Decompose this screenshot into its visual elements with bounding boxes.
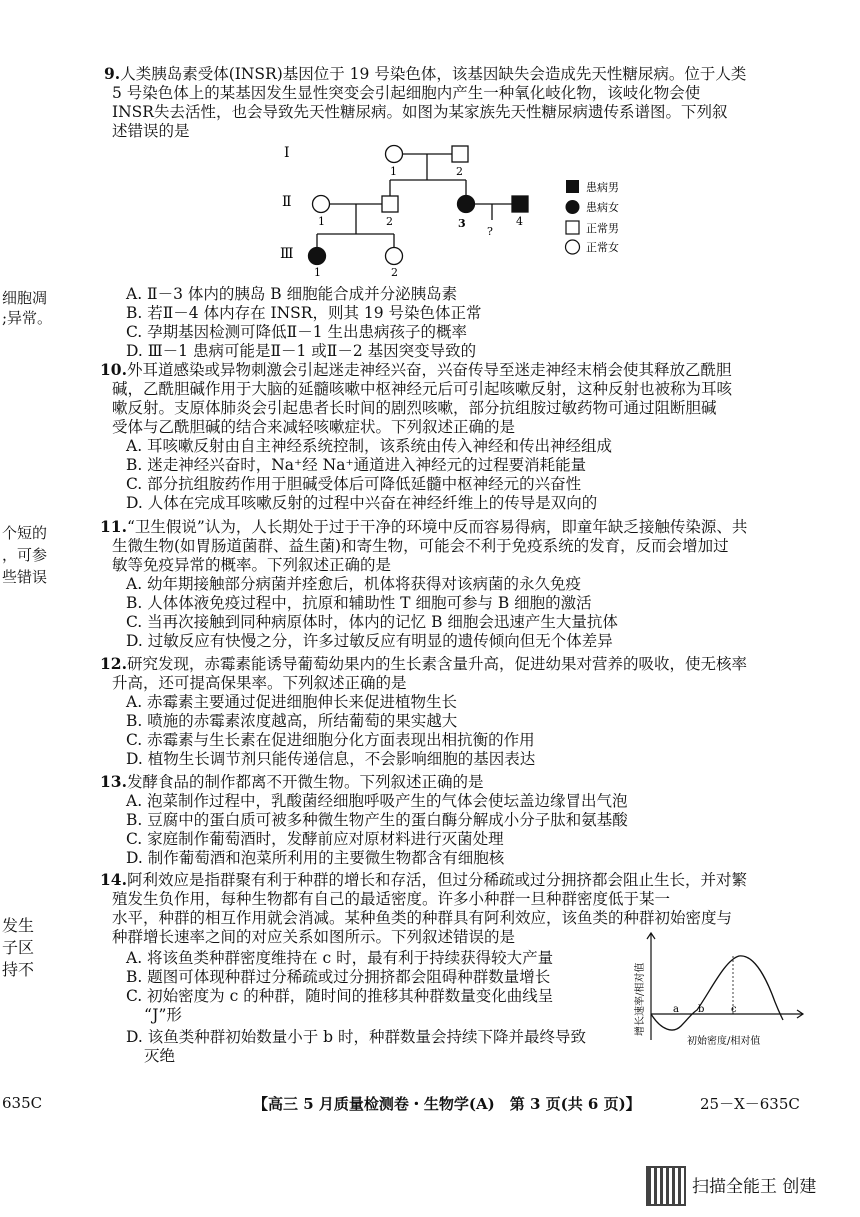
question-stem-line: 阿利效应是指群聚有利于种群的增长和存活，但过分稀疏或过分拥挤都会阻止生长，并对繁 [126,871,747,889]
answer-option[interactable]: C. 赤霉素与生长素在促进细胞分化方面表现出相抗衡的作用 [126,731,535,749]
legend-affected-male-symbol [566,180,579,193]
question-number: 11. [100,517,127,536]
affected-female-symbol [458,196,475,213]
question-stem-line: INSR失去活性，也会导致先天性糖尿病。如图为某家族先天性糖尿病遗传系谱图。下列叙 [112,103,728,121]
margin-text: 个短的 [2,524,48,542]
legend-affected-female-symbol [566,200,580,214]
question-stem-line: 受体与乙酰胆碱的结合来减轻咳嗽症状。下列叙述正确的是 [112,418,516,436]
individual-label: 2 [386,215,393,228]
legend-normal-male-symbol [566,221,579,234]
question-number: 13. [100,772,127,791]
normal-male-symbol [452,146,468,162]
margin-fragment-3 [2,915,34,981]
y-axis-label: 增长速率/相对值 [635,962,646,1036]
margin-text: 持不 [2,960,35,979]
legend-label: 正常男 [586,222,619,235]
unknown-offspring-mark: ? [487,225,493,238]
individual-label: 1 [314,266,321,279]
margin-fragment-2 [2,522,47,588]
answer-option[interactable]: D. 制作葡萄酒和泡菜所利用的主要微生物都含有细胞核 [126,849,505,867]
answer-option[interactable]: B. 若Ⅱ－4 体内存在 INSR，则其 19 号染色体正常 [126,304,482,322]
point-label-c: c [731,1004,737,1015]
generation-label: Ⅰ [284,145,290,161]
pedigree-diagram [270,140,630,280]
question-stem-line: 敏等免疫异常的概率。下列叙述正确的是 [112,556,392,574]
affected-male-symbol [512,196,528,212]
question-11 [100,517,802,651]
legend-label: 患病女 [586,201,619,214]
question-stem-line: 述错误的是 [112,122,190,140]
answer-option[interactable]: A. 幼年期接触部分病菌并痊愈后，机体将获得对该病菌的永久免疫 [126,575,582,593]
answer-option[interactable]: B. 喷施的赤霉素浓度越高，所结葡萄的果实越大 [126,712,458,730]
question-stem-line: 研究发现，赤霉素能诱导葡萄幼果内的生长素含量升高，促进幼果对营养的吸收，使无核率 [126,655,747,673]
affected-female-symbol [309,248,326,265]
question-number: 9. [104,64,121,83]
answer-option[interactable]: A. 赤霉素主要通过促进细胞伸长来促进植物生长 [126,693,458,711]
margin-text: ;异常。 [2,309,53,327]
question-stem-line: 殖发生负作用，每种生物都有自己的最适密度。许多小种群一旦种群密度低于某一 [112,890,671,908]
generation-label: Ⅲ [280,246,294,262]
question-12 [100,654,802,769]
answer-option[interactable]: C. 当再次接触到同种病原体时，体内的记忆 B 细胞会迅速产生大量抗体 [126,613,618,631]
question-13 [100,772,802,868]
generation-label: Ⅱ [282,194,292,210]
question-stem-line: 种群增长速率之间的对应关系如图所示。下列叙述错误的是 [112,928,516,946]
normal-female-symbol [386,146,403,163]
answer-option[interactable]: C. 初始密度为 c 的种群，随时间的推移其种群数量变化曲线呈 [126,987,554,1005]
individual-label: 1 [390,165,397,178]
question-10 [100,360,802,513]
x-axis-label: 初始密度/相对值 [687,1036,761,1047]
answer-option[interactable]: D. 人体在完成耳咳嗽反射的过程中兴奋在神经纤维上的传导是双向的 [126,494,598,512]
question-number: 10. [100,360,127,379]
growth-rate-curve [651,956,783,1030]
margin-text: 子区 [2,938,35,957]
answer-option[interactable]: D. Ⅲ－1 患病可能是Ⅱ－1 或Ⅱ－2 基因突变导致的 [126,342,477,360]
answer-option[interactable]: D. 植物生长调节剂只能传递信息，不会影响细胞的基因表达 [126,750,536,768]
question-stem-line: 升高，还可提高保果率。下列叙述正确的是 [112,674,407,692]
question-stem-line: 外耳道感染或异物刺激会引起迷走神经兴奋，兴奋传导至迷走神经末梢会使其释放乙酰胆 [126,361,732,379]
margin-fragment-4: 635C [2,1094,43,1112]
page-footer: 【高三 5 月质量检测卷・生物学(A) 第 3 页(共 6 页)】 [253,1095,641,1113]
answer-option[interactable]: B. 人体体液免疫过程中，抗原和辅助性 T 细胞可参与 B 细胞的激活 [126,594,592,612]
individual-label: 2 [456,165,463,178]
answer-option[interactable]: B. 题图可体现种群过分稀疏或过分拥挤都会阻碍种群数量增长 [126,968,551,986]
answer-option-continuation: “J”形 [144,1006,182,1024]
individual-label: 2 [391,266,398,279]
normal-male-symbol [382,196,398,212]
margin-text: ，可参 [2,546,48,564]
paper-code: 25－X－635C [700,1095,800,1113]
answer-option-continuation: 灭绝 [144,1047,176,1065]
answer-option[interactable]: A. Ⅱ－3 体内的胰岛 B 细胞能合成并分泌胰岛素 [126,285,458,303]
qr-code-icon [646,1166,686,1206]
question-stem-line: 人类胰岛素受体(INSR)基因位于 19 号染色体，该基因缺失会造成先天性糖尿病。位于人类 [120,65,747,83]
question-stem-line: 生微生物(如胃肠道菌群、益生菌)和寄生物，可能会不利于免疫系统的发育，反而会增加过 [112,537,729,555]
answer-option[interactable]: B. 豆腐中的蛋白质可被多种微生物产生的蛋白酶分解成小分子肽和氨基酸 [126,811,628,829]
answer-option[interactable]: A. 将该鱼类种群密度维持在 c 时，最有利于持续获得较大产量 [126,949,554,967]
answer-option[interactable]: D. 过敏反应有快慢之分，许多过敏反应有明显的遗传倾向但无个体差异 [126,632,613,650]
answer-option[interactable]: B. 迷走神经兴奋时，Na⁺经 Na⁺通道进入神经元的过程要消耗能量 [126,456,587,474]
answer-option[interactable]: D. 该鱼类种群初始数量小于 b 时，种群数量会持续下降并最终导致 [126,1028,587,1046]
answer-option[interactable]: C. 家庭制作葡萄酒时，发酵前应对原材料进行灭菌处理 [126,830,504,848]
point-label-a: a [673,1004,679,1015]
question-stem-line: “卫生假说”认为，人长期处于过于干净的环境中反而容易得病，即童年缺乏接触传染源、共 [126,518,748,536]
answer-option[interactable]: A. 泡菜制作过程中，乳酸菌经细胞呼吸产生的气体会使坛盖边缘冒出气泡 [126,792,628,810]
scanner-watermark: 扫描全能王 创建 [692,1177,817,1197]
legend-label: 患病男 [586,181,619,194]
individual-label: 1 [318,215,325,228]
question-9 [104,64,802,141]
question-stem-line: 碱，乙酰胆碱作用于大脑的延髓咳嗽中枢神经元后可引起咳嗽反射，这种反射也被称为耳咳 [112,380,733,398]
question-stem-line: 5 号染色体上的某基因发生显性突变会引起细胞内产生一种氧化岐化物，该岐化物会使 [112,84,701,102]
question-number: 12. [100,654,127,673]
normal-female-symbol [386,248,403,265]
margin-text: 细胞凋 [2,289,48,307]
margin-text: 发生 [2,916,35,935]
question-stem-line: 水平，种群的相互作用就会消减。某种鱼类的种群具有阿利效应，该鱼类的种群初始密度与 [112,909,733,927]
margin-fragment-1 [2,288,52,328]
answer-option[interactable]: A. 耳咳嗽反射由自主神经系统控制，该系统由传入神经和传出神经组成 [126,437,613,455]
answer-option[interactable]: C. 部分抗组胺药作用于胆碱受体后可降低延髓中枢神经元的兴奋性 [126,475,582,493]
answer-option[interactable]: C. 孕期基因检测可降低Ⅱ－1 生出患病孩子的概率 [126,323,467,341]
margin-text: 些错误 [2,568,48,586]
allee-effect-graph [625,930,815,1060]
legend-label: 正常女 [586,241,619,254]
question-number: 14. [100,870,127,889]
individual-label: 3 [458,217,466,230]
question-9-options [112,285,802,361]
legend-normal-female-symbol [566,240,580,254]
question-stem-line: 嗽反射。支原体肺炎会引起患者长时间的剧烈咳嗽，部分抗组胺过敏药物可通过阻断胆碱 [112,399,717,417]
individual-label: 4 [516,215,523,228]
point-label-b: b [698,1004,705,1015]
normal-female-symbol [313,196,330,213]
question-stem-line: 发酵食品的制作都离不开微生物。下列叙述正确的是 [126,773,484,791]
